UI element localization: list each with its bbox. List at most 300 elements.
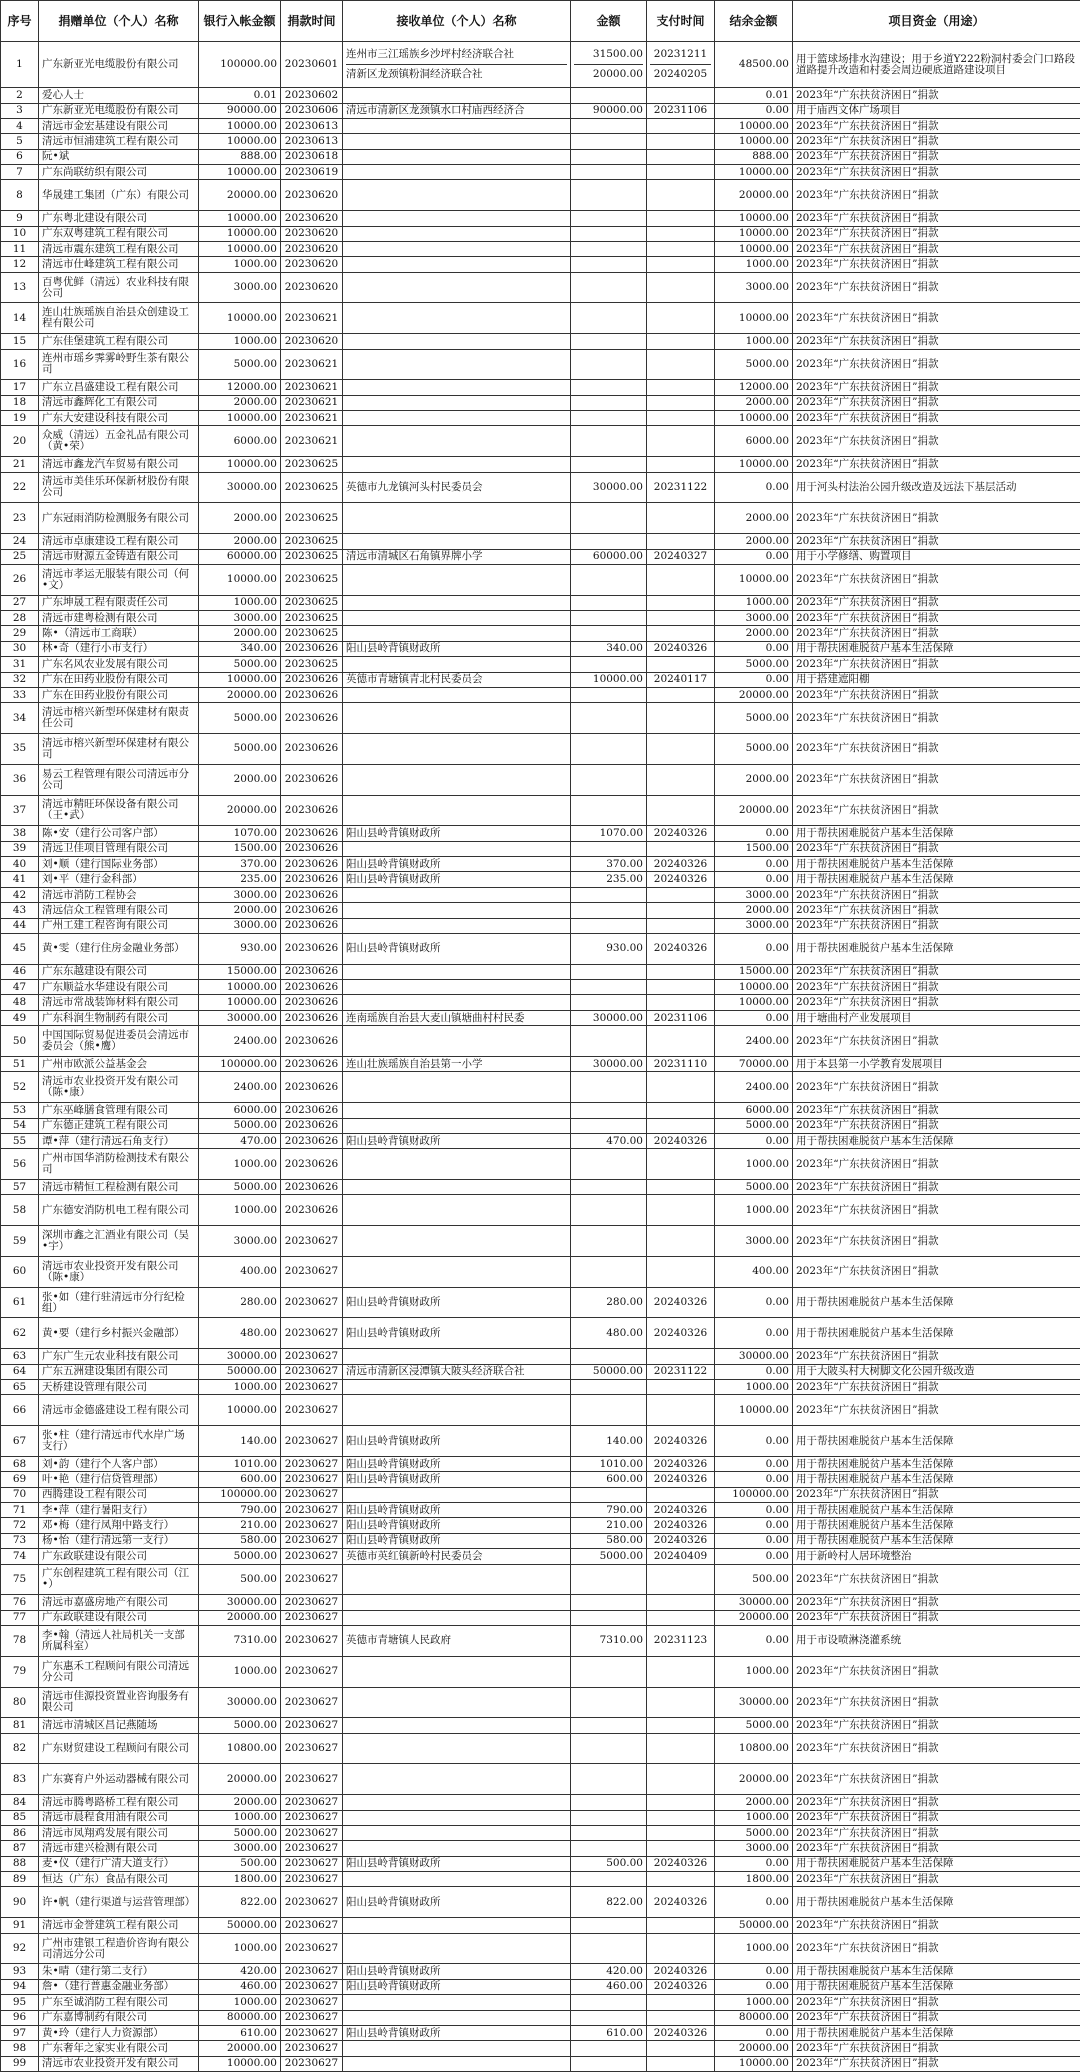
cell-recipient: 阳山县岭背镇财政所 <box>343 1472 571 1487</box>
cell-donor: 清远市建兴检测有限公司 <box>39 1841 199 1856</box>
cell-purpose: 2023年“广东扶贫济困日”捐款 <box>793 272 1080 303</box>
cell-index: 49 <box>1 1010 39 1025</box>
cell-donation-date: 20230627 <box>281 1226 343 1257</box>
cell-donor: 清远市榕兴新型环保建材有限责任公司 <box>39 703 199 734</box>
cell-recipient <box>343 687 571 702</box>
table-row <box>1 1010 1080 1025</box>
cell-index: 52 <box>1 1072 39 1103</box>
cell-donor: 清远市腾粤路桥工程有限公司 <box>39 1795 199 1810</box>
cell-pay-date <box>647 1349 715 1364</box>
table-row <box>1 1364 1080 1379</box>
cell-pay-date <box>647 1195 715 1226</box>
cell-donation-date: 20230606 <box>281 103 343 118</box>
cell-purpose: 2023年“广东扶贫济困日”捐款 <box>793 1026 1080 1057</box>
table-row <box>1 1057 1080 1072</box>
table-row <box>1 303 1080 334</box>
cell-index: 46 <box>1 964 39 979</box>
cell-recipient <box>343 2010 571 2025</box>
cell-donation-date: 20230626 <box>281 1195 343 1226</box>
cell-recipient <box>343 1149 571 1180</box>
cell-donation-date: 20230627 <box>281 1733 343 1764</box>
cell-recipient <box>343 165 571 180</box>
cell-donation-date: 20230621 <box>281 380 343 395</box>
cell-donation-date: 20230625 <box>281 595 343 610</box>
cell-pay-date <box>647 2041 715 2056</box>
cell-donation-date: 20230626 <box>281 964 343 979</box>
cell-donation-date: 20230621 <box>281 411 343 426</box>
cell-index: 35 <box>1 734 39 765</box>
cell-bank-amount: 10000.00 <box>199 165 281 180</box>
cell-amount: 500.00 <box>571 1856 647 1871</box>
cell-bank-amount: 5000.00 <box>199 1118 281 1133</box>
cell-purpose: 2023年“广东扶贫济困日”捐款 <box>793 1918 1080 1933</box>
cell-balance: 1000.00 <box>715 1933 793 1964</box>
cell-bank-amount: 5000.00 <box>199 657 281 672</box>
cell-pay-date <box>647 703 715 734</box>
cell-recipient <box>343 42 571 88</box>
cell-donation-date: 20230627 <box>281 1518 343 1533</box>
cell-purpose: 2023年“广东扶贫济困日”捐款 <box>793 1256 1080 1287</box>
cell-donor: 爱心人士 <box>39 88 199 103</box>
cell-balance: 5000.00 <box>715 1180 793 1195</box>
cell-pay-date <box>647 2056 715 2071</box>
cell-bank-amount: 5000.00 <box>199 703 281 734</box>
cell-recipient <box>343 1118 571 1133</box>
table-row <box>1 1318 1080 1349</box>
cell-recipient <box>343 903 571 918</box>
cell-amount <box>571 595 647 610</box>
cell-purpose: 用于本县第一小学教育发展项目 <box>793 1057 1080 1072</box>
cell-donation-date: 20230627 <box>281 1825 343 1840</box>
cell-purpose: 2023年“广东扶贫济困日”捐款 <box>793 795 1080 826</box>
cell-purpose: 2023年“广东扶贫济困日”捐款 <box>793 1226 1080 1257</box>
cell-index: 53 <box>1 1103 39 1118</box>
cell-recipient <box>343 1103 571 1118</box>
cell-bank-amount: 5000.00 <box>199 1825 281 1840</box>
table-row <box>1 1810 1080 1825</box>
cell-donor: 清远市鑫辉化工有限公司 <box>39 395 199 410</box>
cell-bank-amount: 5000.00 <box>199 734 281 765</box>
cell-amount <box>571 211 647 226</box>
cell-bank-amount: 460.00 <box>199 1979 281 1994</box>
cell-index: 6 <box>1 149 39 164</box>
cell-recipient: 阳山县岭背镇财政所 <box>343 1456 571 1471</box>
cell-balance: 48500.00 <box>715 42 793 88</box>
cell-donor: 清远市恒浦建筑工程有限公司 <box>39 134 199 149</box>
cell-purpose: 用于塘曲村产业发展项目 <box>793 1010 1080 1025</box>
table-row <box>1 211 1080 226</box>
cell-pay-date: 20240326 <box>647 1456 715 1471</box>
cell-donor: 广东政联建设有限公司 <box>39 1610 199 1625</box>
cell-recipient-entry: 连州市三江瑶族乡沙坪村经济联合社 <box>346 48 514 61</box>
cell-donor: 广东嘉博制药有限公司 <box>39 2010 199 2025</box>
cell-balance: 0.00 <box>715 1549 793 1564</box>
cell-bank-amount: 3000.00 <box>199 887 281 902</box>
cell-index: 95 <box>1 1995 39 2010</box>
table-row <box>1 88 1080 103</box>
cell-index: 24 <box>1 534 39 549</box>
cell-purpose: 2023年“广东扶贫济困日”捐款 <box>793 1118 1080 1133</box>
cell-donor: 众威（清远）五金礼品有限公司（黄•荣） <box>39 426 199 457</box>
cell-balance: 0.00 <box>715 1964 793 1979</box>
cell-purpose: 用于帮扶困难脱贫户基本生活保障 <box>793 857 1080 872</box>
cell-purpose: 2023年“广东扶贫济困日”捐款 <box>793 226 1080 241</box>
cell-purpose: 2023年“广东扶贫济困日”捐款 <box>793 657 1080 672</box>
cell-amount <box>571 1595 647 1610</box>
cell-purpose: 2023年“广东扶贫济困日”捐款 <box>793 88 1080 103</box>
cell-pay-date <box>647 841 715 856</box>
cell-bank-amount: 100000.00 <box>199 1057 281 1072</box>
cell-balance: 0.00 <box>715 641 793 656</box>
cell-purpose: 2023年“广东扶贫济困日”捐款 <box>793 995 1080 1010</box>
cell-amount <box>571 995 647 1010</box>
cell-recipient: 阳山县岭背镇财政所 <box>343 641 571 656</box>
cell-recipient <box>343 1487 571 1502</box>
cell-donation-date: 20230620 <box>281 334 343 349</box>
table-row <box>1 1287 1080 1318</box>
cell-amount <box>571 349 647 380</box>
cell-bank-amount: 1000.00 <box>199 595 281 610</box>
cell-pay-date <box>647 887 715 902</box>
cell-purpose: 2023年“广东扶贫济困日”捐款 <box>793 1872 1080 1887</box>
cell-index: 98 <box>1 2041 39 2056</box>
cell-donation-date: 20230627 <box>281 1887 343 1918</box>
cell-pay-date <box>647 149 715 164</box>
cell-amount <box>571 564 647 595</box>
cell-purpose: 用于帮扶困难脱贫户基本生活保障 <box>793 1887 1080 1918</box>
cell-donation-date: 20230626 <box>281 826 343 841</box>
cell-purpose: 2023年“广东扶贫济困日”捐款 <box>793 426 1080 457</box>
cell-balance: 5000.00 <box>715 703 793 734</box>
cell-recipient <box>343 426 571 457</box>
cell-balance: 10000.00 <box>715 411 793 426</box>
table-row <box>1 933 1080 964</box>
cell-amount <box>571 1379 647 1394</box>
cell-amount-entry: 20000.00 <box>574 64 643 84</box>
cell-amount <box>571 534 647 549</box>
cell-bank-amount: 420.00 <box>199 1964 281 1979</box>
table-row <box>1 1487 1080 1502</box>
cell-bank-amount: 1070.00 <box>199 826 281 841</box>
cell-donation-date: 20230627 <box>281 1764 343 1795</box>
cell-amount <box>571 841 647 856</box>
table-row <box>1 1718 1080 1733</box>
cell-amount <box>571 380 647 395</box>
cell-purpose: 2023年“广东扶贫济困日”捐款 <box>793 626 1080 641</box>
cell-balance: 10000.00 <box>715 134 793 149</box>
cell-recipient <box>343 534 571 549</box>
cell-index: 84 <box>1 1795 39 1810</box>
cell-donation-date: 20230625 <box>281 564 343 595</box>
cell-donor: 广州市国华消防检测技术有限公司 <box>39 1149 199 1180</box>
cell-recipient: 阳山县岭背镇财政所 <box>343 1133 571 1148</box>
cell-purpose: 2023年“广东扶贫济困日”捐款 <box>793 887 1080 902</box>
cell-recipient <box>343 1595 571 1610</box>
table-row <box>1 549 1080 564</box>
cell-donor: 广东在田药业股份有限公司 <box>39 687 199 702</box>
cell-amount <box>571 411 647 426</box>
cell-recipient <box>343 887 571 902</box>
cell-donation-date: 20230627 <box>281 1349 343 1364</box>
cell-recipient <box>343 1687 571 1718</box>
cell-pay-date <box>647 795 715 826</box>
cell-bank-amount: 10800.00 <box>199 1733 281 1764</box>
cell-recipient: 英德市九龙镇河头村民委员会 <box>343 472 571 503</box>
cell-purpose: 用于帮扶困难脱贫户基本生活保障 <box>793 1533 1080 1548</box>
cell-purpose: 2023年“广东扶贫济困日”捐款 <box>793 964 1080 979</box>
col-header-donor: 捐赠单位（个人）名称 <box>39 1 199 42</box>
cell-purpose: 2023年“广东扶贫济困日”捐款 <box>793 303 1080 334</box>
cell-purpose: 2023年“广东扶贫济困日”捐款 <box>793 457 1080 472</box>
cell-recipient-entry: 清新区龙颈镇粉洞经济联合社 <box>346 64 567 84</box>
cell-donor: 广东坤晟工程有限责任公司 <box>39 595 199 610</box>
cell-amount <box>571 1195 647 1226</box>
cell-index: 23 <box>1 503 39 534</box>
table-row <box>1 395 1080 410</box>
cell-donor: 清远市金誉建筑工程有限公司 <box>39 1918 199 1933</box>
cell-balance: 500.00 <box>715 1564 793 1595</box>
cell-amount <box>571 2056 647 2071</box>
cell-balance: 0.00 <box>715 103 793 118</box>
cell-index: 67 <box>1 1426 39 1457</box>
table-row <box>1 887 1080 902</box>
cell-bank-amount: 20000.00 <box>199 2041 281 2056</box>
cell-balance: 5000.00 <box>715 734 793 765</box>
col-header-recipient: 接收单位（个人）名称 <box>343 1 571 42</box>
cell-donation-date: 20230620 <box>281 211 343 226</box>
cell-donor: 广东财贸建设工程顾问有限公司 <box>39 1733 199 1764</box>
cell-purpose: 2023年“广东扶贫济困日”捐款 <box>793 1810 1080 1825</box>
cell-index: 50 <box>1 1026 39 1057</box>
cell-amount <box>571 149 647 164</box>
cell-purpose: 用于庙西文体广场项目 <box>793 103 1080 118</box>
cell-index: 78 <box>1 1626 39 1657</box>
cell-index: 17 <box>1 380 39 395</box>
cell-purpose: 用于小学修缮、购置项目 <box>793 549 1080 564</box>
cell-index: 59 <box>1 1226 39 1257</box>
cell-balance: 0.00 <box>715 1010 793 1025</box>
cell-pay-date <box>647 226 715 241</box>
cell-balance: 10000.00 <box>715 457 793 472</box>
cell-index: 74 <box>1 1549 39 1564</box>
cell-amount <box>571 118 647 133</box>
cell-amount <box>571 1933 647 1964</box>
cell-pay-date: 20240326 <box>647 1472 715 1487</box>
cell-bank-amount: 30000.00 <box>199 1349 281 1364</box>
cell-purpose: 用于大陂头村大树脚文化公园升级改造 <box>793 1364 1080 1379</box>
cell-amount <box>571 426 647 457</box>
cell-bank-amount: 3000.00 <box>199 918 281 933</box>
cell-pay-date: 20240326 <box>647 1979 715 1994</box>
cell-bank-amount: 888.00 <box>199 149 281 164</box>
cell-recipient: 阳山县岭背镇财政所 <box>343 1503 571 1518</box>
cell-index: 43 <box>1 903 39 918</box>
cell-amount <box>571 1118 647 1133</box>
cell-amount <box>571 1072 647 1103</box>
cell-purpose: 2023年“广东扶贫济困日”捐款 <box>793 1072 1080 1103</box>
table-row <box>1 841 1080 856</box>
cell-bank-amount: 10000.00 <box>199 2056 281 2071</box>
cell-purpose: 用于帮扶困难脱贫户基本生活保障 <box>793 872 1080 887</box>
cell-recipient <box>343 1841 571 1856</box>
table-row <box>1 1256 1080 1287</box>
cell-recipient <box>343 334 571 349</box>
cell-recipient: 英德市英红镇新岭村民委员会 <box>343 1549 571 1564</box>
table-row <box>1 1656 1080 1687</box>
cell-balance: 20000.00 <box>715 687 793 702</box>
cell-index: 5 <box>1 134 39 149</box>
cell-donation-date: 20230619 <box>281 165 343 180</box>
cell-donation-date: 20230626 <box>281 1010 343 1025</box>
cell-donor: 清远市孝运无服装有限公司（何•文） <box>39 564 199 595</box>
cell-recipient <box>343 1872 571 1887</box>
cell-pay-date: 20240326 <box>647 1318 715 1349</box>
cell-pay-date <box>647 1872 715 1887</box>
cell-purpose: 2023年“广东扶贫济困日”捐款 <box>793 395 1080 410</box>
cell-recipient <box>343 795 571 826</box>
cell-donor: 清远市精旺环保设备有限公司（王•武） <box>39 795 199 826</box>
cell-pay-date <box>647 1810 715 1825</box>
cell-balance: 5000.00 <box>715 1825 793 1840</box>
cell-balance: 0.00 <box>715 872 793 887</box>
cell-pay-date <box>647 303 715 334</box>
cell-index: 76 <box>1 1595 39 1610</box>
cell-recipient <box>343 626 571 641</box>
cell-donor: 清远市榕兴新型环保建材有限公司 <box>39 734 199 765</box>
cell-purpose: 2023年“广东扶贫济困日”捐款 <box>793 1487 1080 1502</box>
cell-donor: 黄•玲（建行人力资源部） <box>39 2025 199 2040</box>
cell-donation-date: 20230626 <box>281 903 343 918</box>
cell-pay-date: 20240326 <box>647 641 715 656</box>
table-row <box>1 672 1080 687</box>
cell-bank-amount: 10000.00 <box>199 134 281 149</box>
cell-balance: 888.00 <box>715 149 793 164</box>
cell-donor: 清远市震东建筑工程有限公司 <box>39 241 199 256</box>
cell-donor: 中国国际贸易促进委员会清远市委员会（熊•鹰） <box>39 1026 199 1057</box>
table-row <box>1 734 1080 765</box>
cell-index: 87 <box>1 1841 39 1856</box>
cell-recipient: 清远市清新区龙颈镇水口村庙西经济合 <box>343 103 571 118</box>
table-row <box>1 1349 1080 1364</box>
cell-purpose: 2023年“广东扶贫济困日”捐款 <box>793 349 1080 380</box>
cell-purpose: 用于帮扶困难脱贫户基本生活保障 <box>793 1503 1080 1518</box>
cell-recipient <box>343 241 571 256</box>
cell-bank-amount: 500.00 <box>199 1564 281 1595</box>
cell-bank-amount: 2400.00 <box>199 1072 281 1103</box>
cell-bank-amount: 2000.00 <box>199 395 281 410</box>
cell-amount <box>571 1733 647 1764</box>
table-row <box>1 1918 1080 1933</box>
cell-recipient: 阳山县岭背镇财政所 <box>343 826 571 841</box>
cell-balance: 5000.00 <box>715 657 793 672</box>
cell-index: 44 <box>1 918 39 933</box>
cell-bank-amount: 10000.00 <box>199 672 281 687</box>
table-row <box>1 626 1080 641</box>
cell-pay-date <box>647 334 715 349</box>
cell-bank-amount: 2400.00 <box>199 1026 281 1057</box>
cell-recipient <box>343 841 571 856</box>
table-row <box>1 1964 1080 1979</box>
cell-pay-date <box>647 457 715 472</box>
cell-purpose: 2023年“广东扶贫济困日”捐款 <box>793 1180 1080 1195</box>
cell-donor: 广东新亚光电缆股份有限公司 <box>39 103 199 118</box>
cell-recipient <box>343 226 571 241</box>
cell-index: 61 <box>1 1287 39 1318</box>
cell-pay-date <box>647 595 715 610</box>
cell-bank-amount: 20000.00 <box>199 1610 281 1625</box>
table-row <box>1 1379 1080 1394</box>
cell-balance: 10000.00 <box>715 995 793 1010</box>
cell-index: 38 <box>1 826 39 841</box>
cell-index: 56 <box>1 1149 39 1180</box>
cell-pay-date: 20240326 <box>647 872 715 887</box>
col-header-purpose: 项目资金（用途） <box>793 1 1080 42</box>
cell-balance: 5000.00 <box>715 1718 793 1733</box>
cell-balance: 0.00 <box>715 1856 793 1871</box>
table-row <box>1 2041 1080 2056</box>
cell-recipient <box>343 980 571 995</box>
table-row <box>1 918 1080 933</box>
cell-recipient <box>343 703 571 734</box>
cell-index: 86 <box>1 1825 39 1840</box>
cell-donation-date: 20230626 <box>281 687 343 702</box>
cell-donation-date: 20230626 <box>281 764 343 795</box>
cell-donation-date: 20230627 <box>281 2041 343 2056</box>
cell-balance: 0.00 <box>715 1426 793 1457</box>
cell-bank-amount: 10000.00 <box>199 211 281 226</box>
cell-donation-date: 20230625 <box>281 626 343 641</box>
cell-recipient: 阳山县岭背镇财政所 <box>343 1426 571 1457</box>
table-row <box>1 1518 1080 1533</box>
cell-pay-date <box>647 118 715 133</box>
cell-bank-amount: 5000.00 <box>199 1180 281 1195</box>
cell-recipient <box>343 411 571 426</box>
cell-bank-amount: 2000.00 <box>199 534 281 549</box>
cell-donor: 易云工程管理有限公司清远市分公司 <box>39 764 199 795</box>
cell-index: 70 <box>1 1487 39 1502</box>
cell-pay-date-entry: 20231211 <box>653 48 708 61</box>
cell-amount <box>571 1610 647 1625</box>
cell-index: 34 <box>1 703 39 734</box>
cell-pay-date <box>647 1026 715 1057</box>
cell-amount: 340.00 <box>571 641 647 656</box>
cell-balance: 10000.00 <box>715 118 793 133</box>
cell-purpose: 用于帮扶困难脱贫户基本生活保障 <box>793 1318 1080 1349</box>
cell-amount: 140.00 <box>571 1426 647 1457</box>
cell-index: 97 <box>1 2025 39 2040</box>
cell-pay-date: 20240326 <box>647 1518 715 1533</box>
cell-index: 37 <box>1 795 39 826</box>
cell-donation-date: 20230621 <box>281 426 343 457</box>
cell-recipient <box>343 1072 571 1103</box>
cell-recipient <box>343 503 571 534</box>
cell-recipient <box>343 349 571 380</box>
cell-balance: 1000.00 <box>715 1195 793 1226</box>
cell-purpose: 2023年“广东扶贫济困日”捐款 <box>793 764 1080 795</box>
cell-balance: 2000.00 <box>715 626 793 641</box>
cell-donor: 清远市金宏基建设有限公司 <box>39 118 199 133</box>
cell-index: 27 <box>1 595 39 610</box>
cell-pay-date <box>647 2010 715 2025</box>
cell-balance: 10000.00 <box>715 303 793 334</box>
cell-amount <box>571 1918 647 1933</box>
cell-donor: 清远市仕峰建筑工程有限公司 <box>39 257 199 272</box>
table-row <box>1 1610 1080 1625</box>
cell-balance: 3000.00 <box>715 1841 793 1856</box>
cell-amount: 30000.00 <box>571 1057 647 1072</box>
cell-pay-date <box>647 1687 715 1718</box>
cell-donor: 广东科润生物制药有限公司 <box>39 1010 199 1025</box>
